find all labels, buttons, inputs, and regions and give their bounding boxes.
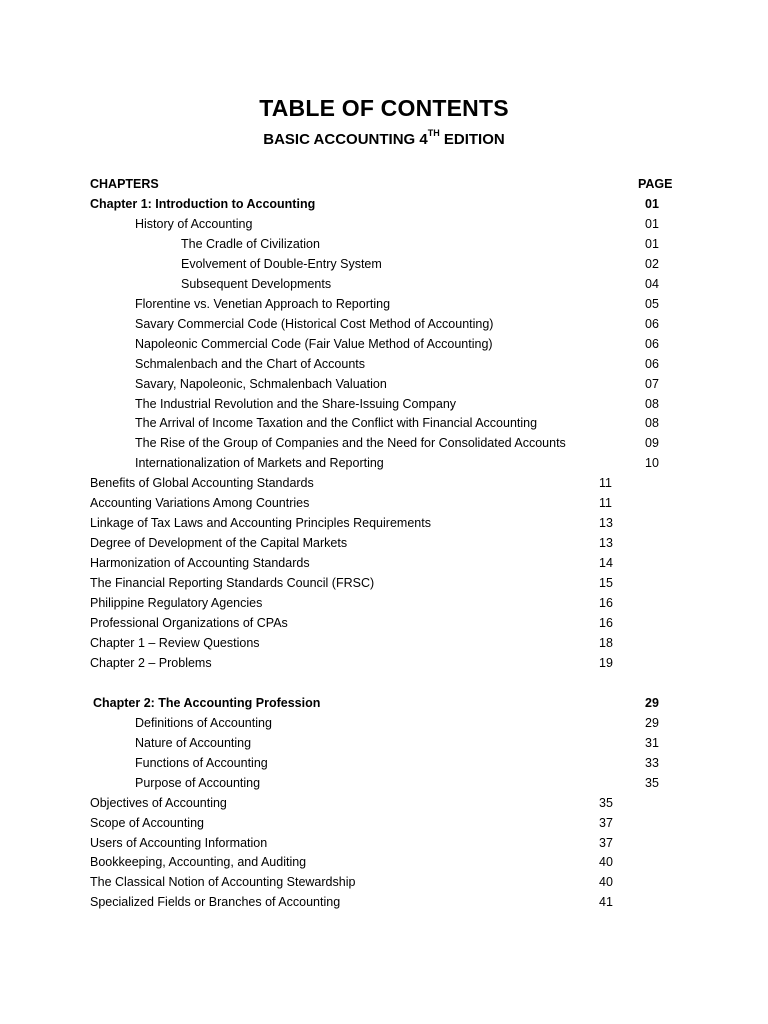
toc-entry-page-number: 11 <box>599 496 612 511</box>
toc-entry <box>0 553 768 573</box>
toc-entry-page-number: 19 <box>599 655 613 670</box>
toc-entry-title: History of Accounting <box>135 216 253 231</box>
toc-entry <box>0 234 768 254</box>
toc-entry <box>0 413 768 433</box>
toc-entry <box>0 693 768 713</box>
toc-entry-page-number: 06 <box>645 356 659 371</box>
toc-entry-title: Nature of Accounting <box>135 735 252 750</box>
toc-entry-page-number: 04 <box>645 276 659 291</box>
toc-entry <box>0 374 768 394</box>
toc-entry-page-number: 35 <box>645 775 659 790</box>
toc-entry <box>0 334 768 354</box>
toc-entry-page-number: 01 <box>645 216 659 231</box>
toc-entry-title: Chapter 1 – Review Questions <box>90 635 260 650</box>
toc-entry-title: Linkage of Tax Laws and Accounting Principles Requirements <box>90 516 431 531</box>
chapters-heading: CHAPTERS <box>90 177 159 191</box>
toc-entry <box>0 833 768 853</box>
toc-entry-page-number: 37 <box>599 835 613 850</box>
toc-entry-page-number: 40 <box>599 855 613 870</box>
toc-entry-title: Users of Accounting Information <box>90 835 268 850</box>
subtitle-main: BASIC ACCOUNTING 4 <box>263 131 428 148</box>
toc-entry-page-number: 33 <box>645 755 659 770</box>
toc-entry-page-number: 08 <box>645 416 659 431</box>
toc-entry <box>0 493 768 513</box>
toc-entry <box>0 214 768 234</box>
toc-entry-page-number: 08 <box>645 396 659 411</box>
toc-entry-page-number: 40 <box>599 875 613 890</box>
toc-entry-page-number: 16 <box>599 616 613 630</box>
toc-entry-title: Chapter 2: The Accounting Profession <box>93 695 321 710</box>
toc-entry <box>0 633 768 653</box>
toc-entry-title: The Cradle of Civilization <box>181 236 320 251</box>
toc-entry-title: Definitions of Accounting <box>135 715 272 730</box>
subtitle-superscript: TH <box>427 128 440 138</box>
toc-entry <box>0 274 768 294</box>
toc-entry-page-number: 13 <box>599 536 613 551</box>
toc-entry <box>0 852 768 872</box>
toc-entry-page-number: 13 <box>599 516 613 531</box>
toc-entry-title: Objectives of Accounting <box>90 795 227 810</box>
toc-entry-page-number: 06 <box>645 316 659 331</box>
toc-entry <box>0 453 768 473</box>
toc-entry-title: Napoleonic Commercial Code (Fair Value Method of Accounting) <box>135 336 493 351</box>
toc-entry-page-number: 10 <box>645 456 659 471</box>
toc-entry-page-number: 14 <box>599 556 613 571</box>
toc-entry-title: The Industrial Revolution and the Share-Issuing Company <box>135 396 457 411</box>
toc-entry-title: Schmalenbach and the Chart of Accounts <box>135 356 366 371</box>
toc-entry-page-number: 16 <box>599 596 613 610</box>
toc-entry-title: Harmonization of Accounting Standards <box>90 556 310 571</box>
toc-entry-title: The Financial Reporting Standards Council (FRSC) <box>90 576 375 590</box>
toc-entry <box>0 613 768 633</box>
toc-entry-page-number: 11 <box>599 476 612 491</box>
toc-entry-title: Florentine vs. Venetian Approach to Reporting <box>135 296 391 311</box>
toc-entry <box>0 753 768 773</box>
toc-entry <box>0 573 768 593</box>
toc-entry <box>0 294 768 314</box>
toc-entry-title: The Classical Notion of Accounting Stewardship <box>90 875 356 890</box>
toc-entry-title: Savary Commercial Code (Historical Cost Method of Accounting) <box>135 316 494 331</box>
toc-entry-page-number: 29 <box>645 715 659 730</box>
toc-entry-title: Degree of Development of the Capital Markets <box>90 536 348 551</box>
toc-entry <box>0 793 768 813</box>
toc-entry <box>0 433 768 453</box>
toc-entry-title: Scope of Accounting <box>90 815 204 830</box>
toc-entry-page-number: 02 <box>645 256 659 271</box>
toc-title: TABLE OF CONTENTS <box>259 95 509 121</box>
toc-entry-title: Chapter 2 – Problems <box>90 655 212 670</box>
toc-entry-title: Specialized Fields or Branches of Accounting <box>90 895 341 910</box>
toc-entry-title: Philippine Regulatory Agencies <box>90 596 263 610</box>
toc-entry-page-number: 09 <box>645 436 659 451</box>
toc-entry-page-number: 41 <box>599 895 613 910</box>
toc-entry <box>0 813 768 833</box>
toc-entry-title: Functions of Accounting <box>135 755 268 770</box>
toc-entry-title: Subsequent Developments <box>181 276 332 291</box>
toc-entry-title: Professional Organizations of CPAs <box>90 616 288 630</box>
toc-entry <box>0 314 768 334</box>
toc-subtitle <box>0 128 768 152</box>
toc-entry-page-number: 35 <box>599 795 613 810</box>
toc-entry-page-number: 05 <box>645 296 659 311</box>
toc-entry <box>0 254 768 274</box>
toc-entry <box>0 533 768 553</box>
toc-entry-title: The Arrival of Income Taxation and the Conflict with Financial Accounting <box>135 416 538 431</box>
toc-entry-page-number: 29 <box>645 695 659 710</box>
toc-header-row <box>0 174 768 194</box>
toc-entry <box>0 713 768 733</box>
toc-entry-page-number: 15 <box>599 576 613 590</box>
toc-entry <box>0 513 768 533</box>
toc-entry-title: Chapter 1: Introduction to Accounting <box>90 197 316 211</box>
subtitle-tail: EDITION <box>439 131 505 148</box>
toc-entry-page-number: 37 <box>599 815 613 830</box>
toc-entry-title: Evolvement of Double-Entry System <box>181 256 382 271</box>
toc-entry-title: The Rise of the Group of Companies and the Need for Consolidated Accounts <box>135 436 566 451</box>
toc-entry <box>0 354 768 374</box>
toc-entry <box>0 892 768 912</box>
toc-entry <box>0 473 768 493</box>
toc-entry-page-number: 01 <box>645 236 659 251</box>
toc-entry-title: Purpose of Accounting <box>135 775 261 790</box>
toc-entry-title: Internationalization of Markets and Reporting <box>135 456 384 471</box>
toc-entry-page-number: 06 <box>645 336 659 351</box>
toc-entry-page-number: 01 <box>645 197 659 211</box>
toc-entry-title: Accounting Variations Among Countries <box>90 496 310 511</box>
toc-entry <box>0 773 768 793</box>
page-heading: PAGE <box>638 177 673 191</box>
toc-entry <box>0 394 768 414</box>
toc-entry-title: Benefits of Global Accounting Standards <box>90 476 314 491</box>
toc-entry <box>0 653 768 673</box>
toc-entry <box>0 872 768 892</box>
toc-entry <box>0 593 768 613</box>
toc-entry-title: Bookkeeping, Accounting, and Auditing <box>90 855 307 870</box>
toc-entry-page-number: 07 <box>645 376 659 391</box>
toc-entry <box>0 733 768 753</box>
toc-entry-page-number: 31 <box>645 735 659 750</box>
toc-entry <box>0 194 768 214</box>
toc-entry-title: Savary, Napoleonic, Schmalenbach Valuation <box>135 376 387 391</box>
toc-entry-page-number: 18 <box>599 635 613 650</box>
